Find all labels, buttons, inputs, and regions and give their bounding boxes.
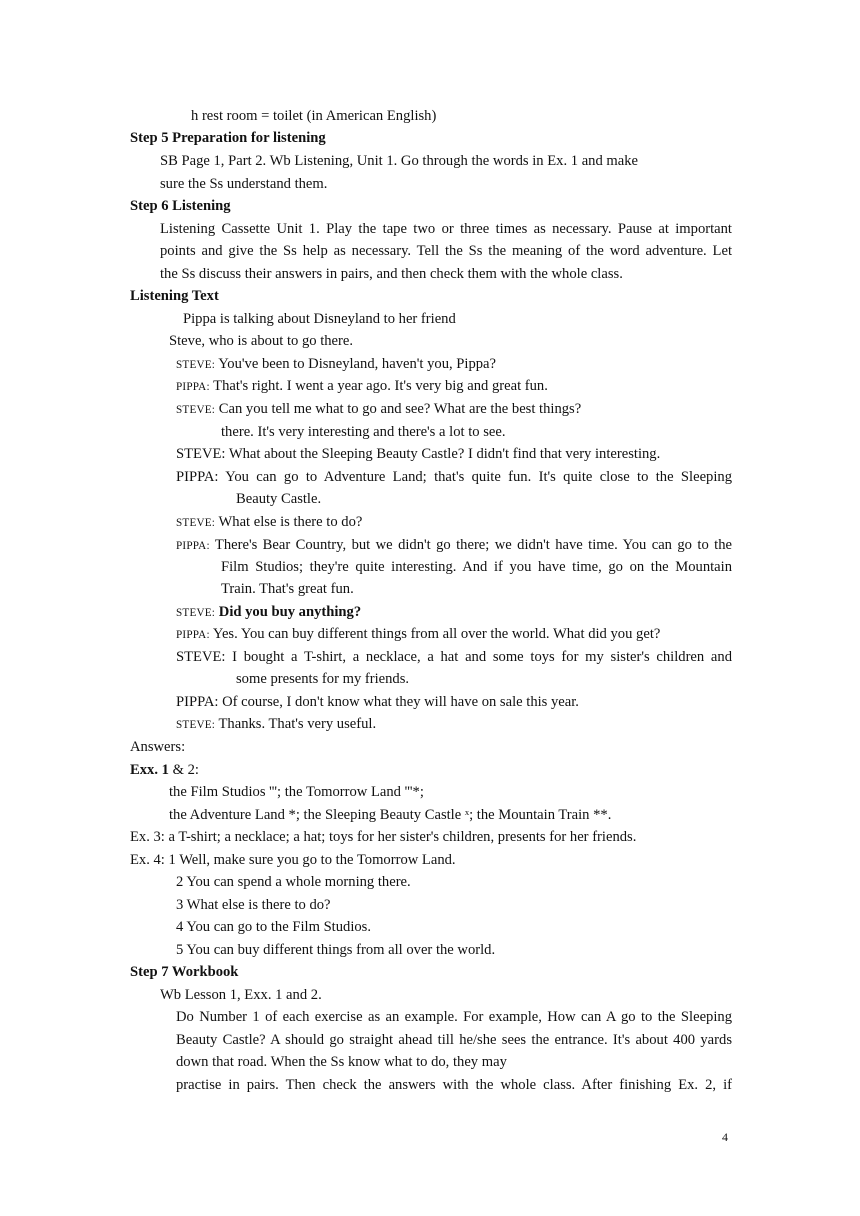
step6-heading: Step 6 Listening bbox=[130, 198, 231, 214]
dialogue-line bbox=[176, 535, 732, 556]
dialogue-line bbox=[176, 624, 660, 645]
step7-line: Wb Lesson 1, Exx. 1 and 2. bbox=[160, 987, 322, 1003]
dialogue-text: Yes. You can buy different things from all over the world. What did you get? bbox=[209, 626, 661, 642]
ex4-item: 4 You can go to the Film Studios. bbox=[176, 919, 372, 935]
speaker-label: STEVE: bbox=[176, 719, 216, 731]
speaker-label: STEVE: bbox=[176, 517, 216, 529]
vocab-line: h rest room = toilet (in American English) bbox=[191, 108, 437, 124]
dialogue-line bbox=[176, 376, 548, 397]
dialogue-line bbox=[176, 714, 376, 735]
step7-line: down that road. When the Ss know what to do, they may bbox=[176, 1054, 507, 1070]
speaker-label: PIPPA: bbox=[176, 629, 210, 641]
step6-line-2: points and give the Ss help as necessary. Tell the Ss the meaning of the word adventure. Let bbox=[160, 243, 732, 259]
page-number: 4 bbox=[722, 1130, 728, 1144]
dialogue-text: Can you tell me what to go and see? What are the best things? bbox=[215, 401, 582, 417]
listening-text-heading: Listening Text bbox=[130, 288, 219, 304]
dialogue-continuation: Train. That's great fun. bbox=[221, 581, 354, 597]
step6-line-1: Listening Cassette Unit 1. Play the tape two or three times as necessary. Pause at important bbox=[160, 221, 732, 237]
exx-label: Exx. 1 bbox=[130, 762, 169, 778]
dialogue-continuation: there. It's very interesting and there's a lot to see. bbox=[221, 424, 506, 440]
dialogue-line bbox=[176, 512, 362, 533]
ex4-item: 5 You can buy different things from all over the world. bbox=[176, 942, 496, 958]
dialogue-text: Thanks. That's very useful. bbox=[215, 716, 377, 732]
intro-line-1: Pippa is talking about Disneyland to her friend bbox=[183, 311, 456, 327]
dialogue-line bbox=[176, 354, 496, 375]
dialogue-text: That's right. I went a year ago. It's very big and great fun. bbox=[209, 378, 548, 394]
dialogue-text: There's Bear Country, but we didn't go there; we didn't have time. You can go to the bbox=[209, 537, 732, 553]
dialogue-text: Did you buy anything? bbox=[218, 604, 362, 620]
exx-1-2-heading bbox=[130, 760, 199, 780]
speaker-label: STEVE: bbox=[176, 359, 216, 371]
dialogue-line: STEVE: I bought a T-shirt, a necklace, a hat and some toys for my sister's children and bbox=[176, 649, 732, 665]
dialogue-line: STEVE: What about the Sleeping Beauty Castle? I didn't find that very interesting. bbox=[176, 446, 661, 462]
dialogue-line bbox=[176, 602, 361, 623]
dialogue-continuation: Film Studios; they're quite interesting. And if you have time, go on the Mountain bbox=[221, 559, 732, 575]
answer-line: the Adventure Land *; the Sleeping Beauty Castle ˣ; the Mountain Train **. bbox=[169, 807, 612, 823]
dialogue-line: PIPPA: You can go to Adventure Land; that's quite fun. It's quite close to the Sleeping bbox=[176, 469, 732, 485]
exx-label-rest: & 2: bbox=[168, 762, 199, 778]
intro-line-2: Steve, who is about to go there. bbox=[169, 333, 354, 349]
speaker-label: PIPPA: bbox=[176, 540, 210, 552]
answers-label: Answers: bbox=[130, 739, 186, 755]
step6-line-3: the Ss discuss their answers in pairs, and then check them with the whole class. bbox=[160, 266, 623, 282]
step7-line: Beauty Castle? A should go straight ahead till he/she sees the entrance. It's about 400 yards bbox=[176, 1032, 732, 1048]
step5-line-1: SB Page 1, Part 2. Wb Listening, Unit 1. Go through the words in Ex. 1 and make bbox=[160, 153, 639, 169]
ex4-answer: Ex. 4: 1 Well, make sure you go to the Tomorrow Land. bbox=[130, 852, 456, 868]
ex3-answer: Ex. 3: a T-shirt; a necklace; a hat; toys for her sister's children, presents for her friends. bbox=[130, 829, 637, 845]
ex4-item: 3 What else is there to do? bbox=[176, 897, 331, 913]
answer-line: the Film Studios '''; the Tomorrow Land '''*; bbox=[169, 784, 424, 800]
dialogue-line: PIPPA: Of course, I don't know what they will have on sale this year. bbox=[176, 694, 579, 710]
step7-line: practise in pairs. Then check the answers with the whole class. After finishing Ex. 2, if bbox=[176, 1077, 732, 1093]
speaker-label: PIPPA: bbox=[176, 381, 210, 393]
dialogue-continuation: some presents for my friends. bbox=[236, 671, 410, 687]
step5-line-2: sure the Ss understand them. bbox=[160, 176, 328, 192]
speaker-label: STEVE: bbox=[176, 404, 216, 416]
ex4-item: 2 You can spend a whole morning there. bbox=[176, 874, 411, 890]
step5-heading: Step 5 Preparation for listening bbox=[130, 130, 326, 146]
step7-line: Do Number 1 of each exercise as an example. For example, How can A go to the Sleeping bbox=[176, 1009, 732, 1025]
dialogue-line bbox=[176, 399, 581, 420]
dialogue-continuation: Beauty Castle. bbox=[236, 491, 322, 507]
dialogue-text: What else is there to do? bbox=[215, 514, 363, 530]
step7-heading: Step 7 Workbook bbox=[130, 964, 239, 980]
speaker-label: STEVE: bbox=[176, 607, 216, 619]
dialogue-text: You've been to Disneyland, haven't you, Pippa? bbox=[215, 356, 497, 372]
